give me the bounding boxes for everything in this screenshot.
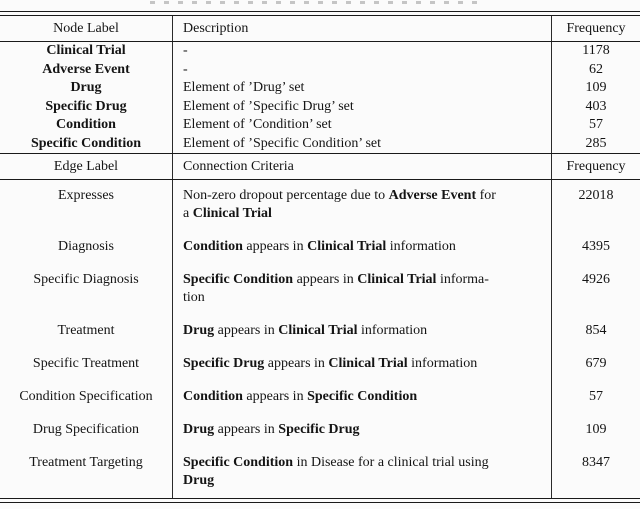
- edge-frequency-cell: 679: [585, 356, 607, 371]
- table-row: [0, 264, 640, 315]
- node-label-cell: Clinical Trial: [46, 43, 126, 58]
- node-header-row: [0, 16, 640, 41]
- table-row: [0, 98, 640, 117]
- node-frequency-cell: 62: [589, 61, 603, 77]
- cropped-caption-remnant: [150, 1, 480, 4]
- edge-criteria-cell: Specific Condition appears in Clinical Trial informa- tion: [172, 264, 552, 315]
- edge-criteria-cell: Specific Condition in Disease for a clinical trial using Drug: [172, 447, 552, 498]
- edge-frequency-cell: 57: [589, 389, 603, 404]
- node-label-cell: Condition: [56, 117, 116, 132]
- table-row: [0, 42, 640, 61]
- edge-frequency-cell: 109: [585, 422, 607, 437]
- node-frequency-cell: 403: [585, 98, 607, 114]
- edge-label-cell: Treatment Targeting: [29, 455, 143, 470]
- edge-label-cell: Diagnosis: [58, 239, 114, 254]
- node-description-cell: -: [172, 42, 552, 61]
- node-label-cell: Adverse Event: [42, 61, 130, 77]
- edge-criteria-cell: Drug appears in Clinical Trial information: [172, 315, 552, 348]
- table-row: [0, 135, 640, 154]
- node-frequency-cell: 285: [585, 135, 607, 151]
- frequency-header: Frequency: [566, 159, 626, 174]
- node-description-cell: Element of ’Drug’ set: [172, 79, 552, 98]
- edge-criteria-cell: Specific Drug appears in Clinical Trial information: [172, 348, 552, 381]
- table-row: [0, 180, 640, 231]
- frequency-header: Frequency: [566, 21, 626, 36]
- table-row: [0, 231, 640, 264]
- node-label-cell: Specific Drug: [45, 98, 127, 114]
- edge-frequency-cell: 4395: [582, 239, 610, 254]
- edge-frequency-cell: 854: [585, 323, 607, 338]
- node-label-cell: Specific Condition: [30, 135, 142, 151]
- node-description-cell: Element of ’Specific Drug’ set: [172, 98, 552, 117]
- graph-schema-table: [0, 11, 640, 503]
- table-row: [0, 414, 640, 447]
- edge-criteria-cell: Non-zero dropout percentage due to Adverse Event for a Clinical Trial: [172, 180, 552, 231]
- edge-criteria-cell: Condition appears in Clinical Trial information: [172, 231, 552, 264]
- table-row: [0, 381, 640, 414]
- connection-criteria-header: Connection Criteria: [172, 154, 552, 179]
- edge-header-row: [0, 154, 640, 179]
- table-row: [0, 116, 640, 135]
- table-row: [0, 79, 640, 98]
- edge-label-cell: Specific Treatment: [32, 356, 140, 371]
- edge-label-cell: Specific Diagnosis: [33, 272, 139, 287]
- edge-label-header: Edge Label: [53, 159, 119, 174]
- edge-label-cell: Expresses: [58, 188, 114, 203]
- edge-frequency-cell: 22018: [578, 188, 614, 203]
- edge-label-cell: Treatment: [57, 323, 115, 338]
- node-label-cell: Drug: [70, 80, 102, 95]
- table-row: [0, 447, 640, 498]
- description-header: Description: [172, 16, 552, 41]
- table-row: [0, 315, 640, 348]
- edge-frequency-cell: 4926: [582, 272, 610, 287]
- node-label-header: Node Label: [53, 21, 119, 36]
- edge-label-cell: Condition Specification: [19, 389, 153, 404]
- node-frequency-cell: 1178: [582, 43, 610, 58]
- edge-criteria-cell: Drug appears in Specific Drug: [172, 414, 552, 447]
- node-frequency-cell: 109: [585, 80, 607, 95]
- table-row: [0, 61, 640, 80]
- edge-criteria-cell: Condition appears in Specific Condition: [172, 381, 552, 414]
- table-row: [0, 348, 640, 381]
- node-frequency-cell: 57: [589, 117, 603, 132]
- edge-label-cell: Drug Specification: [32, 422, 140, 437]
- node-description-cell: Element of ’Specific Condition’ set: [172, 135, 552, 154]
- bottom-rule: [0, 498, 640, 503]
- edge-frequency-cell: 8347: [582, 455, 610, 470]
- node-description-cell: Element of ’Condition’ set: [172, 116, 552, 135]
- node-description-cell: -: [172, 61, 552, 80]
